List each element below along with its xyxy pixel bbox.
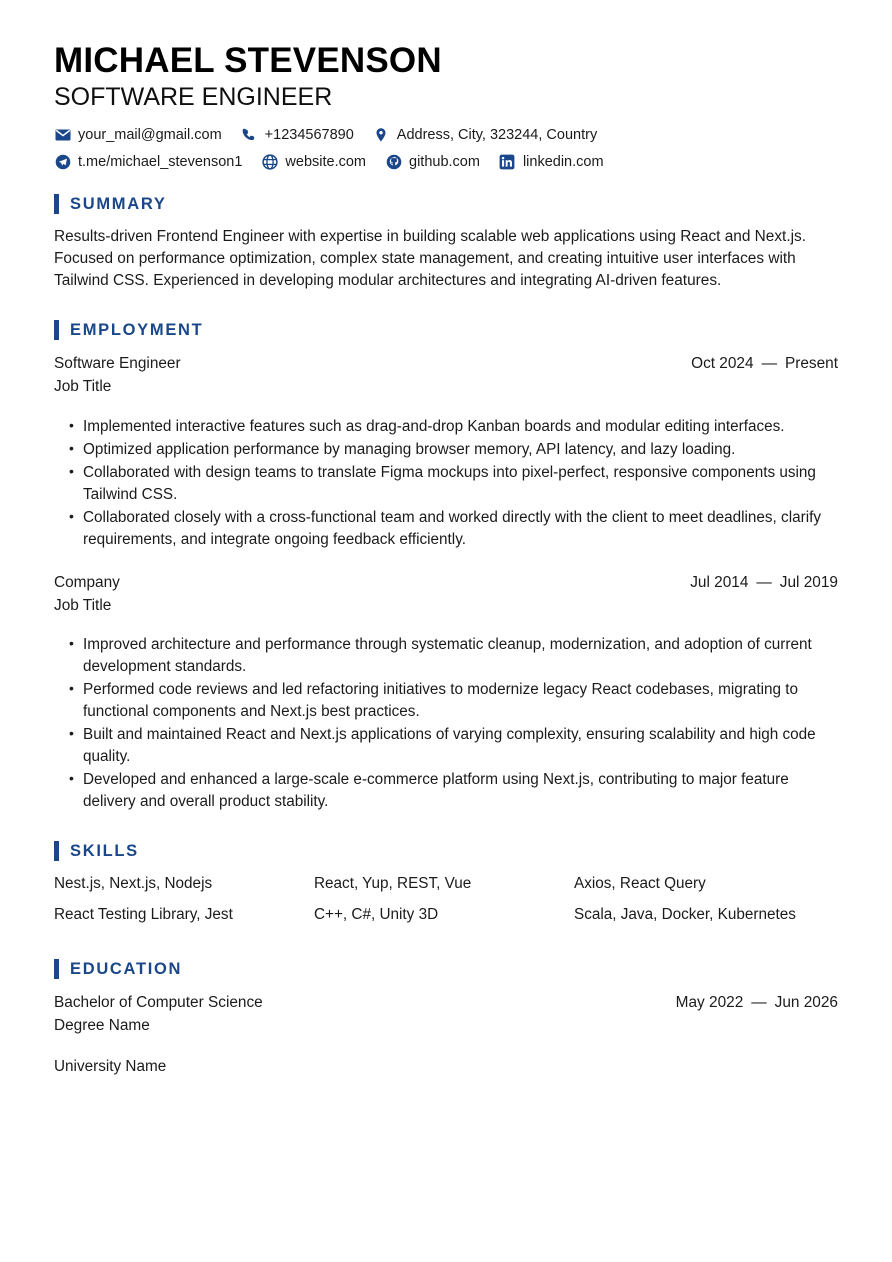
employment-entry — [54, 352, 838, 550]
contact-row-secondary — [54, 150, 838, 174]
section-accent-bar — [54, 841, 59, 861]
section-skills — [54, 841, 838, 927]
section-title-education: EDUCATION — [70, 959, 183, 978]
contact-row-primary — [54, 123, 838, 147]
job-role-subtitle: SOFTWARE ENGINEER — [54, 83, 333, 112]
contact-telegram[interactable] — [54, 154, 242, 171]
skill-cell: Axios, React Query — [574, 875, 706, 892]
mail-icon — [54, 127, 71, 144]
education-degree-name: Degree Name — [54, 1016, 150, 1034]
resume-header — [54, 40, 838, 174]
date-separator: — — [751, 993, 767, 1011]
contact-website-text: website.com — [285, 154, 367, 171]
contact-github-text: github.com — [409, 154, 480, 171]
education-heading — [54, 959, 838, 979]
globe-icon — [261, 154, 278, 171]
summary-heading — [54, 194, 838, 214]
contact-address — [373, 127, 597, 144]
education-institution: University Name — [54, 1058, 167, 1076]
education-entry — [54, 991, 838, 1079]
contact-email-text: your_mail@gmail.com — [78, 127, 222, 144]
skills-grid — [54, 873, 838, 927]
contact-address-text: Address, City, 323244, Country — [396, 127, 598, 144]
contact-telegram-text: t.me/michael_stevenson1 — [78, 154, 243, 171]
section-accent-bar — [54, 320, 59, 340]
employment-date-start: Oct 2024 — [691, 355, 754, 373]
employment-date-end: Jul 2019 — [779, 573, 838, 591]
list-item: • Optimized application performance by managing browser memory, API latency, and lazy loading. — [54, 439, 838, 461]
skill-cell: React Testing Library, Jest — [54, 905, 233, 923]
date-separator: — — [761, 355, 777, 373]
list-item: • Collaborated with design teams to translate Figma mockups into pixel-perfect, responsive components using Tailwind CSS. — [54, 462, 838, 506]
contact-phone[interactable] — [241, 127, 354, 144]
contact-website[interactable] — [261, 154, 366, 171]
education-date-end: Jun 2026 — [774, 993, 838, 1011]
section-education — [54, 959, 838, 1079]
contact-github[interactable] — [385, 154, 480, 171]
phone-icon — [241, 127, 258, 144]
education-date-start: May 2022 — [675, 993, 744, 1011]
skill-cell: Nest.js, Next.js, Nodejs — [54, 875, 213, 892]
employment-entry-header — [54, 571, 838, 594]
employment-entry — [54, 571, 838, 813]
employment-heading — [54, 320, 838, 340]
skill-cell: Scala, Java, Docker, Kubernetes — [574, 905, 796, 923]
section-title-summary: SUMMARY — [70, 195, 167, 214]
section-accent-bar — [54, 194, 59, 214]
section-accent-bar — [54, 959, 59, 979]
section-summary — [54, 194, 838, 292]
list-item: • Performed code reviews and led refactoring initiatives to modernize legacy React codebases, migrating to functional components and Next.js best practices. — [54, 679, 838, 723]
contact-linkedin-text: linkedin.com — [522, 154, 604, 171]
education-date-range — [676, 991, 838, 1014]
skills-heading — [54, 841, 838, 861]
education-degree: Bachelor of Computer Science — [54, 993, 263, 1011]
employment-bullet-list — [54, 416, 838, 551]
employment-job-title: Job Title — [54, 378, 112, 396]
list-item: • Improved architecture and performance through systematic cleanup, modernization, and adoption of current development standards. — [54, 634, 838, 678]
page-title: MICHAEL STEVENSON — [54, 41, 442, 80]
github-icon — [385, 154, 402, 171]
list-item: • Developed and enhanced a large-scale e-commerce platform using Next.js, contributing to major feature delivery and overall product stability. — [54, 769, 838, 813]
employment-organization: Software Engineer — [54, 355, 181, 373]
telegram-icon — [54, 154, 71, 171]
skill-cell: C++, C#, Unity 3D — [314, 905, 439, 923]
skill-cell: React, Yup, REST, Vue — [314, 875, 472, 892]
summary-paragraph: Results-driven Frontend Engineer with expertise in building scalable web applications using React and Next.js. Focused on performance optimization, complex state management, and creating intuitive user interfaces with Tailwind CSS. Experienced in developing modular architectures and integrating AI-driven features. — [54, 228, 806, 290]
employment-date-range — [690, 571, 838, 594]
employment-bullet-list — [54, 634, 838, 813]
linkedin-icon — [499, 154, 516, 171]
list-item: • Implemented interactive features such as drag-and-drop Kanban boards and modular editing interfaces. — [54, 416, 838, 438]
employment-date-start: Jul 2014 — [690, 573, 749, 591]
location-pin-icon — [373, 127, 390, 144]
employment-date-end: Present — [784, 355, 838, 373]
employment-entry-header — [54, 352, 838, 375]
list-item: • Collaborated closely with a cross-functional team and worked directly with the client to meet deadlines, clarify requirements, and integrate ongoing feedback efficiently. — [54, 507, 838, 551]
section-employment — [54, 320, 838, 813]
employment-date-range — [691, 352, 838, 375]
contact-details — [54, 123, 838, 174]
date-separator: — — [756, 573, 772, 591]
list-item: • Built and maintained React and Next.js applications of varying complexity, ensuring scalability and high code quality. — [54, 724, 838, 768]
employment-job-title: Job Title — [54, 596, 112, 614]
section-title-employment: EMPLOYMENT — [70, 321, 204, 340]
contact-email[interactable] — [54, 127, 222, 144]
contact-phone-text: +1234567890 — [264, 127, 354, 144]
education-entry-header — [54, 991, 838, 1014]
section-title-skills: SKILLS — [70, 841, 139, 860]
contact-linkedin[interactable] — [499, 154, 604, 171]
employment-organization: Company — [54, 573, 120, 591]
